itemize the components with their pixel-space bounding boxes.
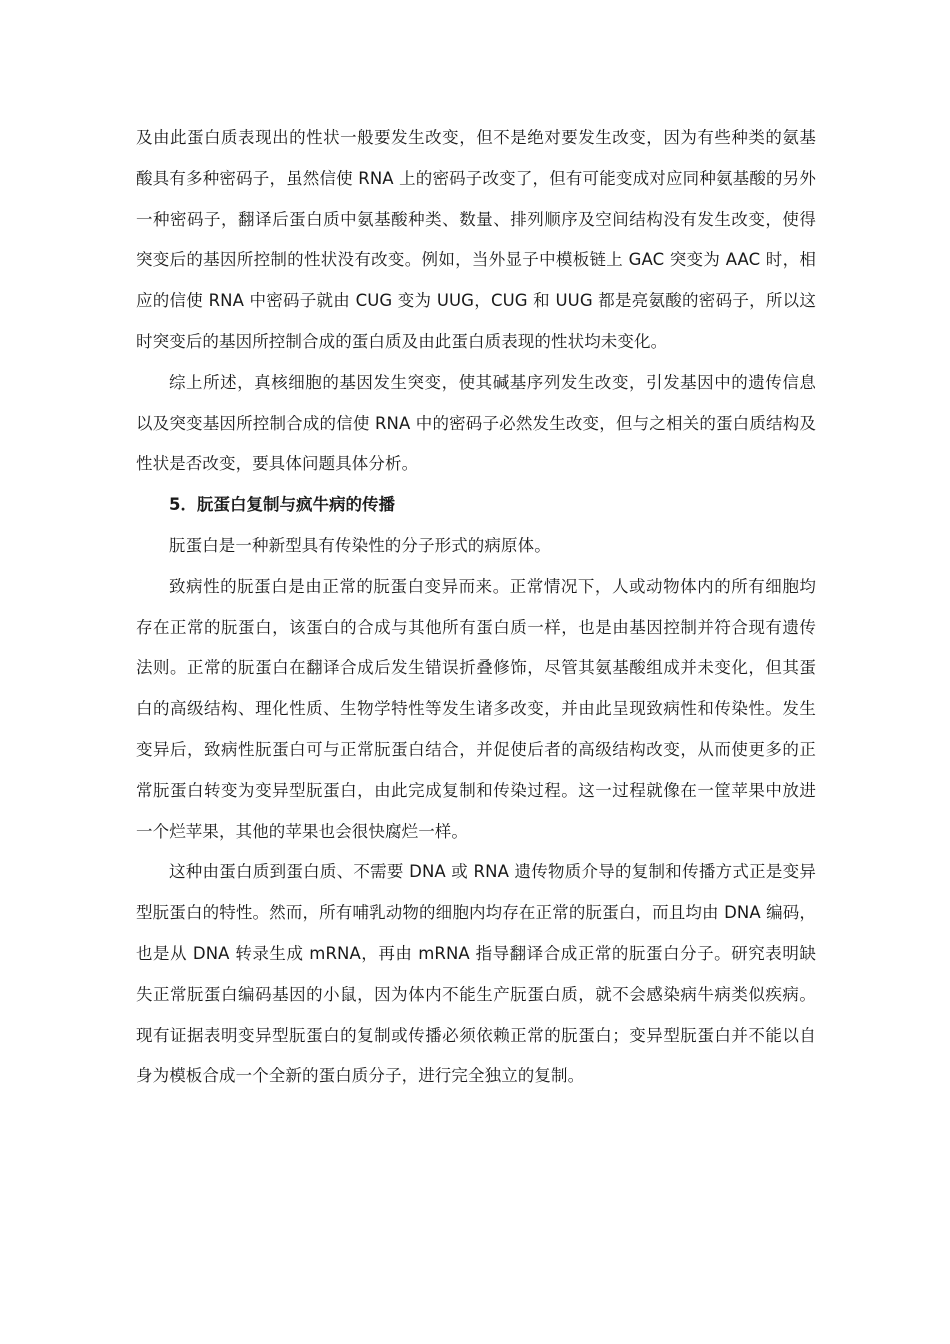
paragraph-prion-definition: 朊蛋白是一种新型具有传染性的分子形式的病原体。 xyxy=(169,535,551,555)
document-page xyxy=(136,118,816,1097)
paragraph-prion-origin: 致病性的朊蛋白是由正常的朊蛋白变异而来。正常情况下，人或动物体内的所有细胞均存在正常的朊蛋白，该蛋白的合成与其他所有蛋白质一样，也是由基因控制并符合现有遗传法则。正常的朊蛋白在翻译合成后发生错误折叠修饰，尽管其氨基酸组成并未变化，但其蛋白的高级结构、理化性质、生物学特性等发生诸多改变，并由此呈现致病性和传染性。发生变异后，致病性朊蛋白可与正常朊蛋白结合，并促使后者的高级结构改变，从而使更多的正常朊蛋白转变为变异型朊蛋白，由此完成复制和传染过程。这一过程就像在一筐苹果中放进一个烂苹果，其他的苹果也会很快腐烂一样。 xyxy=(136,576,816,841)
section-heading: 5．朊蛋白复制与疯牛病的传播 xyxy=(169,495,395,515)
paragraph-mutation-continued: 及由此蛋白质表现出的性状一般要发生改变，但不是绝对要发生改变，因为有些种类的氨基酸具有多种密码子，虽然信使 RNA 上的密码子改变了，但有可能变成对应同种氨基酸的另外一种密码子，翻译后蛋白质中氨基酸种类、数量、排列顺序及空间结构没有发生改变，使得突变后的基因所控制的性状没有改变。例如，当外显子中模板链上 GAC 突变为 AAC 时，相应的信使 RNA 中密码子就由 CUG 变为 UUG，CUG 和 UUG 都是亮氨酸的密码子，所以这时突变后的基因所控制合成的蛋白质及由此蛋白质表现的性状均未变化。 xyxy=(136,128,816,351)
paragraph-prion-replication: 这种由蛋白质到蛋白质、不需要 DNA 或 RNA 遗传物质介导的复制和传播方式正是变异型朊蛋白的特性。然而，所有哺乳动物的细胞内均存在正常的朊蛋白，而且均由 DNA 编码，也是从 DNA 转录生成 mRNA，再由 mRNA 指导翻译合成正常的朊蛋白分子。研究表明缺失正常朊蛋白编码基因的小鼠，因为体内不能生产朊蛋白质，就不会感染病牛病类似疾病。现有证据表明变异型朊蛋白的复制或传播必须依赖正常的朊蛋白；变异型朊蛋白并不能以自身为模板合成一个全新的蛋白质分子，进行完全独立的复制。 xyxy=(136,862,816,1086)
paragraph-summary: 综上所述，真核细胞的基因发生突变，使其碱基序列发生改变，引发基因中的遗传信息以及突变基因所控制合成的信使 RNA 中的密码子必然发生改变，但与之相关的蛋白质结构及性状是否改变，要具体问题具体分析。 xyxy=(136,372,816,474)
